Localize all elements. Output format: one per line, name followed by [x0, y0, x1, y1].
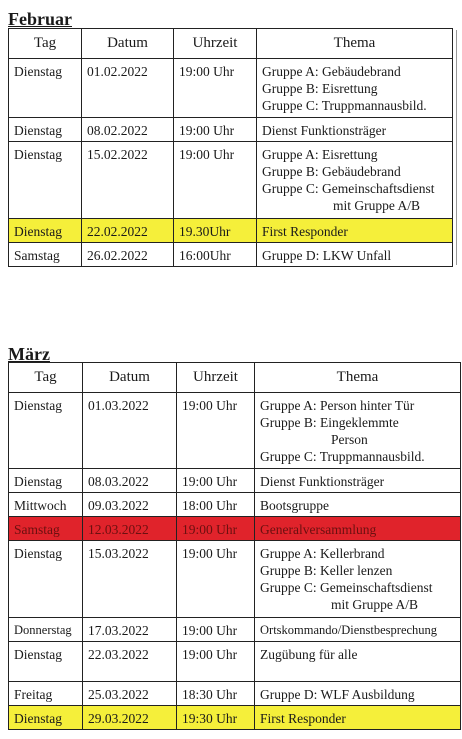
- cell-tag: Mittwoch: [9, 493, 83, 517]
- month-title-februar: Februar: [8, 9, 72, 29]
- thema-line: Dienst Funktionsträger: [262, 123, 387, 138]
- thema-line: Person: [331, 432, 368, 447]
- cell-tag: Dienstag: [9, 59, 82, 118]
- table-row-highlighted: [9, 706, 461, 730]
- cell-thema: [257, 142, 453, 219]
- cell-uhrzeit: 19:00 Uhr: [177, 393, 255, 469]
- table-row-highlighted: [9, 517, 461, 541]
- thema-line: Gruppe D: WLF Ausbildung: [260, 687, 415, 702]
- thema-line: Gruppe D: LKW Unfall: [262, 248, 392, 263]
- cell-uhrzeit: 19:00 Uhr: [177, 618, 255, 642]
- cell-thema: [257, 59, 453, 118]
- cell-uhrzeit: 19:00 Uhr: [174, 118, 257, 142]
- schedule-table-februar: [8, 28, 453, 267]
- thema-line: Gruppe C: Gemeinschaftsdienst: [260, 580, 433, 595]
- thema-line: Gruppe A: Kellerbrand: [260, 546, 385, 561]
- thema-line: First Responder: [262, 224, 348, 239]
- cell-thema: [255, 493, 461, 517]
- cell-uhrzeit: 19:00 Uhr: [174, 59, 257, 118]
- table-header-row: [9, 29, 453, 59]
- cell-thema: [257, 118, 453, 142]
- cell-datum: 17.03.2022: [83, 618, 177, 642]
- cell-tag: Freitag: [9, 682, 83, 706]
- cell-uhrzeit: 19:00 Uhr: [177, 517, 255, 541]
- cell-thema: [255, 682, 461, 706]
- cell-datum: 08.02.2022: [82, 118, 174, 142]
- cell-uhrzeit: 19:00 Uhr: [174, 142, 257, 219]
- header-uhrzeit: Uhrzeit: [174, 29, 257, 59]
- cell-datum: 22.03.2022: [83, 642, 177, 682]
- cell-datum: 29.03.2022: [83, 706, 177, 730]
- table-row: [9, 493, 461, 517]
- cell-uhrzeit: 19:00 Uhr: [177, 541, 255, 618]
- thema-line: mit Gruppe A/B: [333, 198, 420, 213]
- table-row: [9, 469, 461, 493]
- cell-thema: [255, 393, 461, 469]
- thema-line: Gruppe B: Keller lenzen: [260, 563, 393, 578]
- cell-tag: Dienstag: [9, 118, 82, 142]
- cell-datum: 15.03.2022: [83, 541, 177, 618]
- cell-uhrzeit: 19.30Uhr: [174, 219, 257, 243]
- thema-line: First Responder: [260, 711, 346, 726]
- cell-datum: 08.03.2022: [83, 469, 177, 493]
- table-row: [9, 642, 461, 682]
- cell-uhrzeit: 19:00 Uhr: [177, 642, 255, 682]
- table-row: [9, 243, 453, 267]
- cell-uhrzeit: 16:00Uhr: [174, 243, 257, 267]
- table-row: [9, 682, 461, 706]
- cell-tag: Samstag: [9, 243, 82, 267]
- cell-uhrzeit: 19:30 Uhr: [177, 706, 255, 730]
- cell-tag: Donnerstag: [9, 618, 83, 642]
- thema-line: Gruppe B: Gebäudebrand: [262, 164, 401, 179]
- table-row: [9, 618, 461, 642]
- thema-line: Generalversammlung: [260, 522, 377, 537]
- thema-line: Gruppe A: Gebäudebrand: [262, 64, 401, 79]
- page-edge-divider: [456, 30, 462, 265]
- cell-uhrzeit: 18:00 Uhr: [177, 493, 255, 517]
- thema-line: Gruppe A: Person hinter Tür: [260, 398, 415, 413]
- cell-thema: [257, 243, 453, 267]
- cell-tag: Dienstag: [9, 469, 83, 493]
- thema-line: Gruppe C: Truppmannausbild.: [260, 449, 425, 464]
- cell-thema: [255, 642, 461, 682]
- cell-datum: 09.03.2022: [83, 493, 177, 517]
- thema-line: Gruppe A: Eisrettung: [262, 147, 378, 162]
- cell-thema: [255, 618, 461, 642]
- thema-line: Zugübung für alle: [260, 647, 358, 662]
- cell-thema: [257, 219, 453, 243]
- cell-datum: 25.03.2022: [83, 682, 177, 706]
- cell-thema: [255, 541, 461, 618]
- cell-thema: [255, 706, 461, 730]
- header-thema: Thema: [255, 363, 461, 393]
- table-row: [9, 118, 453, 142]
- table-row-highlighted: [9, 219, 453, 243]
- table-row: [9, 541, 461, 618]
- cell-thema: [255, 517, 461, 541]
- cell-thema: [255, 469, 461, 493]
- cell-datum: 12.03.2022: [83, 517, 177, 541]
- thema-line: Gruppe C: Truppmannausbild.: [262, 98, 427, 113]
- thema-line: Dienst Funktionsträger: [260, 474, 385, 489]
- header-thema: Thema: [257, 29, 453, 59]
- thema-line: Bootsgruppe: [260, 498, 329, 513]
- thema-line: Gruppe B: Eisrettung: [262, 81, 378, 96]
- cell-tag: Samstag: [9, 517, 83, 541]
- thema-line: mit Gruppe A/B: [331, 597, 418, 612]
- header-tag: Tag: [9, 29, 82, 59]
- cell-tag: Dienstag: [9, 642, 83, 682]
- cell-tag: Dienstag: [9, 706, 83, 730]
- cell-datum: 22.02.2022: [82, 219, 174, 243]
- table-row: [9, 142, 453, 219]
- month-title-maerz: März: [8, 344, 50, 364]
- cell-datum: 26.02.2022: [82, 243, 174, 267]
- cell-tag: Dienstag: [9, 219, 82, 243]
- thema-line: Gruppe B: Eingeklemmte: [260, 415, 399, 430]
- cell-tag: Dienstag: [9, 393, 83, 469]
- table-row: [9, 393, 461, 469]
- table-header-row: [9, 363, 461, 393]
- thema-line: Ortskommando/Dienstbesprechung: [260, 623, 438, 637]
- header-datum: Datum: [82, 29, 174, 59]
- header-uhrzeit: Uhrzeit: [177, 363, 255, 393]
- cell-datum: 01.02.2022: [82, 59, 174, 118]
- thema-line: Gruppe C: Gemeinschaftsdienst: [262, 181, 435, 196]
- cell-datum: 01.03.2022: [83, 393, 177, 469]
- cell-uhrzeit: 18:30 Uhr: [177, 682, 255, 706]
- header-tag: Tag: [9, 363, 83, 393]
- header-datum: Datum: [83, 363, 177, 393]
- cell-tag: Dienstag: [9, 541, 83, 618]
- table-row: [9, 59, 453, 118]
- schedule-table-maerz: [8, 362, 461, 730]
- cell-datum: 15.02.2022: [82, 142, 174, 219]
- cell-uhrzeit: 19:00 Uhr: [177, 469, 255, 493]
- cell-tag: Dienstag: [9, 142, 82, 219]
